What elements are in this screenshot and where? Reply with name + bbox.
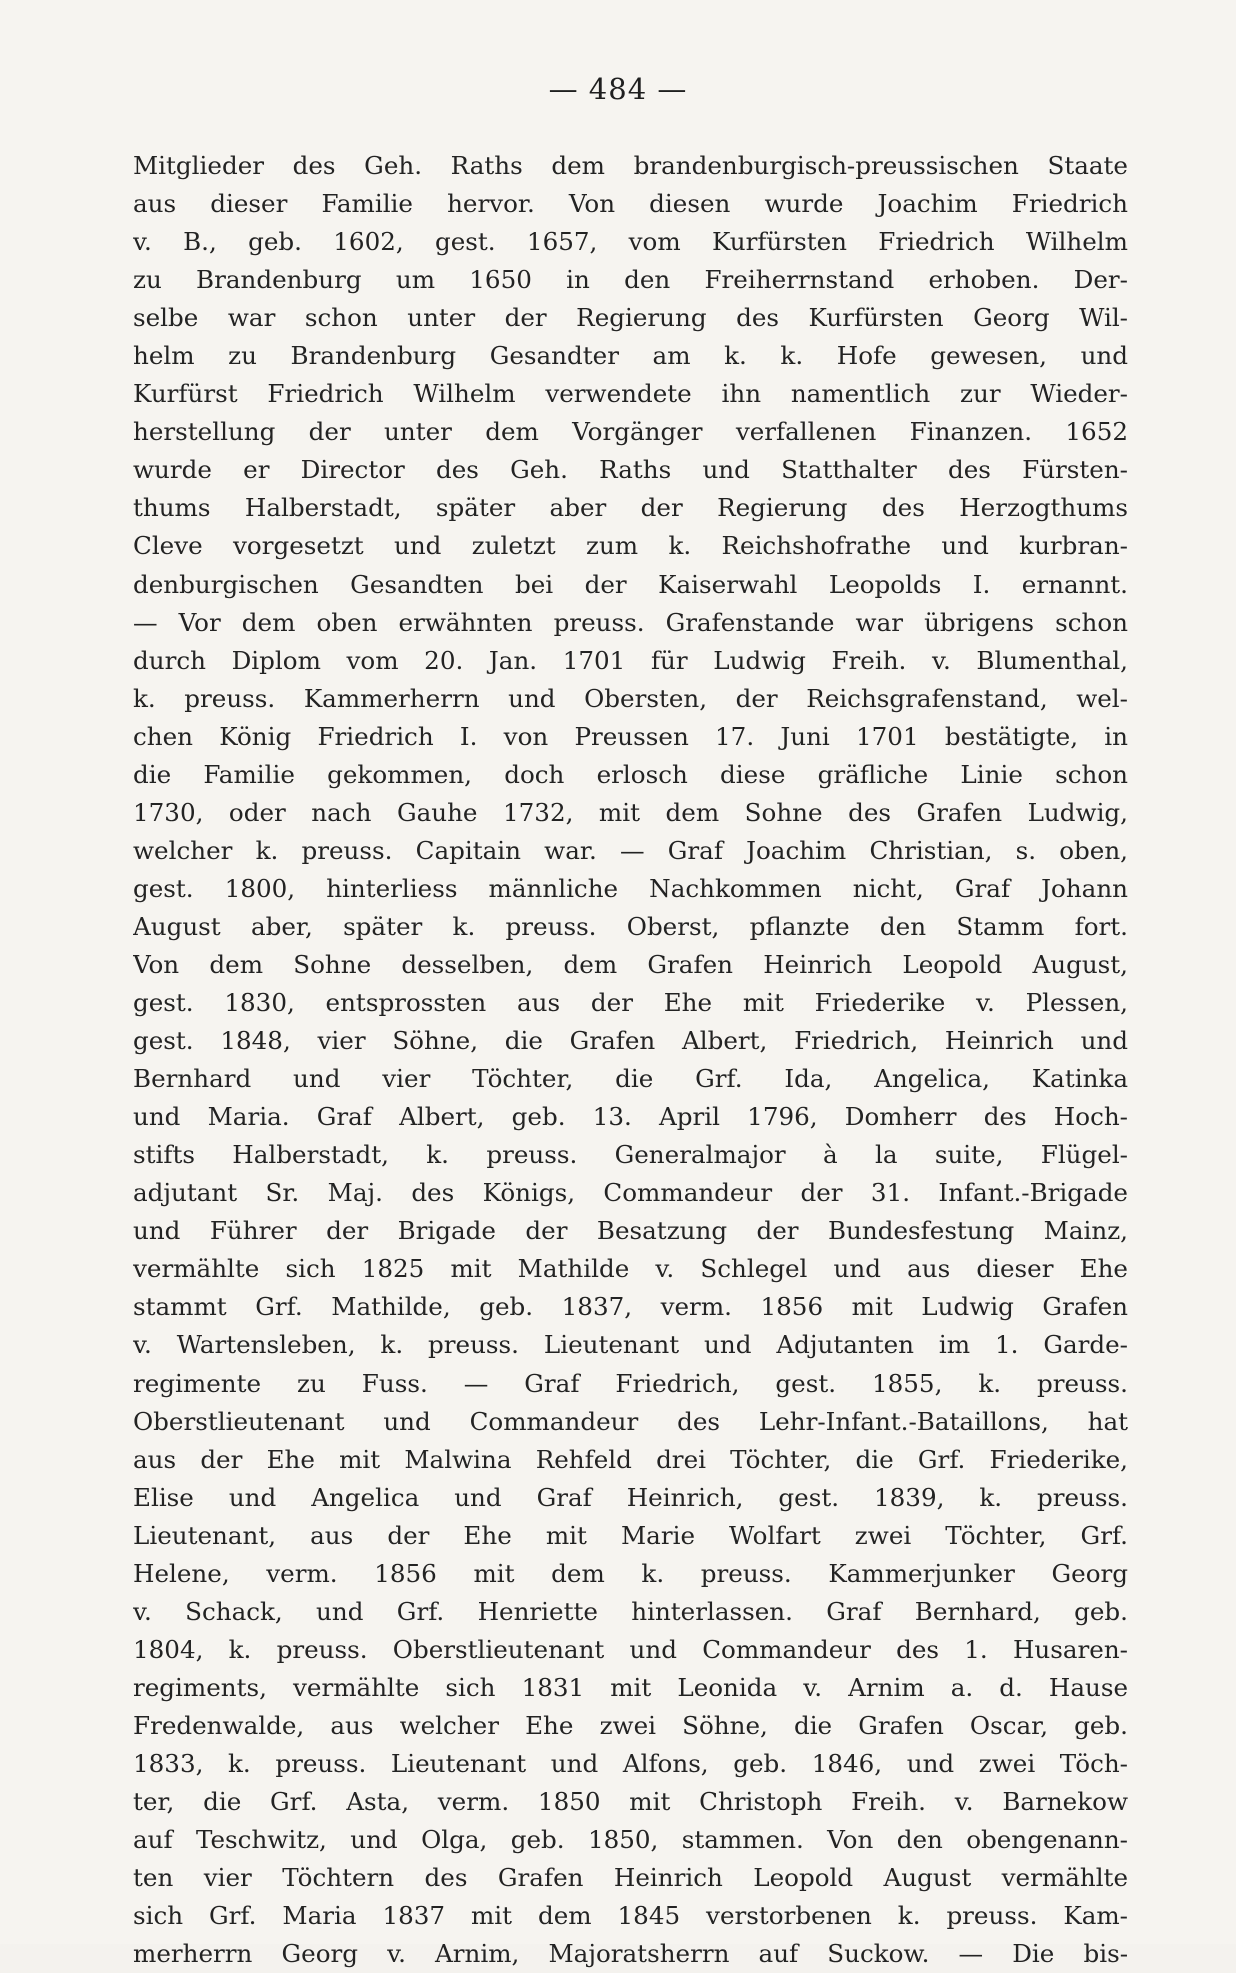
text-line: Oberstlieutenant und Commandeur des Lehr-Infant.-Bataillons, hat xyxy=(133,1406,1128,1436)
text-line: gest. 1830, entsprossten aus der Ehe mit Friederike v. Plessen, xyxy=(133,988,1128,1018)
text-line: regimente zu Fuss. — Graf Friedrich, gest. 1855, k. preuss. xyxy=(133,1368,1128,1398)
text-line: Kurfürst Friedrich Wilhelm verwendete ihn namentlich zur Wieder- xyxy=(133,379,1128,409)
text-line: 1730, oder nach Gauhe 1732, mit dem Sohne des Grafen Ludwig, xyxy=(133,797,1128,827)
text-line: Bernhard und vier Töchter, die Grf. Ida, Angelica, Katinka xyxy=(133,1064,1128,1094)
text-line: chen König Friedrich I. von Preussen 17. Juni 1701 bestätigte, in xyxy=(133,721,1128,751)
text-line: und Führer der Brigade der Besatzung der Bundesfestung Mainz, xyxy=(133,1216,1128,1246)
text-line: zu Brandenburg um 1650 in den Freiherrnstand erhoben. Der- xyxy=(133,265,1128,295)
text-line: gest. 1848, vier Söhne, die Grafen Albert, Friedrich, Heinrich und xyxy=(133,1026,1128,1056)
text-line: thums Halberstadt, später aber der Regierung des Herzogthums xyxy=(133,493,1128,523)
text-line: August aber, später k. preuss. Oberst, pflanzte den Stamm fort. xyxy=(133,911,1128,941)
text-line: k. preuss. Kammerherrn und Obersten, der Reichsgrafenstand, wel- xyxy=(133,683,1128,713)
text-line: stammt Grf. Mathilde, geb. 1837, verm. 1856 mit Ludwig Grafen xyxy=(133,1292,1128,1322)
text-line: 1804, k. preuss. Oberstlieutenant und Commandeur des 1. Husaren- xyxy=(133,1634,1128,1664)
text-line: die Familie gekommen, doch erlosch diese gräfliche Linie schon xyxy=(133,759,1128,789)
text-line: Cleve vorgesetzt und zuletzt zum k. Reichshofrathe und kurbran- xyxy=(133,531,1128,561)
text-line: denburgischen Gesandten bei der Kaiserwahl Leopolds I. ernannt. xyxy=(133,569,1128,599)
text-line: sich Grf. Maria 1837 mit dem 1845 verstorbenen k. preuss. Kam- xyxy=(133,1901,1128,1931)
text-line: herstellung der unter dem Vorgänger verfallenen Finanzen. 1652 xyxy=(133,417,1128,447)
text-line: Helene, verm. 1856 mit dem k. preuss. Kammerjunker Georg xyxy=(133,1558,1128,1588)
text-line: Elise und Angelica und Graf Heinrich, gest. 1839, k. preuss. xyxy=(133,1482,1128,1512)
text-line: gest. 1800, hinterliess männliche Nachkommen nicht, Graf Johann xyxy=(133,873,1128,903)
text-line: adjutant Sr. Maj. des Königs, Commandeur der 31. Infant.-Brigade xyxy=(133,1178,1128,1208)
text-line: aus dieser Familie hervor. Von diesen wurde Joachim Friedrich xyxy=(133,189,1128,219)
text-line: regiments, vermählte sich 1831 mit Leonida v. Arnim a. d. Hause xyxy=(133,1672,1128,1702)
page-number: — 484 — xyxy=(548,72,688,106)
text-line: v. B., geb. 1602, gest. 1657, vom Kurfürsten Friedrich Wilhelm xyxy=(133,227,1128,257)
text-line: und Maria. Graf Albert, geb. 13. April 1796, Domherr des Hoch- xyxy=(133,1102,1128,1132)
text-line: Fredenwalde, aus welcher Ehe zwei Söhne, die Grafen Oscar, geb. xyxy=(133,1710,1128,1740)
text-line: merherrn Georg v. Arnim, Majoratsherrn auf Suckow. — Die bis- xyxy=(133,1939,1128,1969)
body-text xyxy=(133,147,1128,1973)
text-line: ten vier Töchtern des Grafen Heinrich Leopold August vermählte xyxy=(133,1863,1128,1893)
text-line: helm zu Brandenburg Gesandter am k. k. Hofe gewesen, und xyxy=(133,341,1128,371)
text-line: v. Wartensleben, k. preuss. Lieutenant und Adjutanten im 1. Garde- xyxy=(133,1330,1128,1360)
text-line: ter, die Grf. Asta, verm. 1850 mit Christoph Freih. v. Barnekow xyxy=(133,1787,1128,1817)
text-line: v. Schack, und Grf. Henriette hinterlassen. Graf Bernhard, geb. xyxy=(133,1596,1128,1626)
text-line: Von dem Sohne desselben, dem Grafen Heinrich Leopold August, xyxy=(133,949,1128,979)
text-line: Mitglieder des Geh. Raths dem brandenburgisch-preussischen Staate xyxy=(133,151,1128,180)
text-line: auf Teschwitz, und Olga, geb. 1850, stammen. Von den obengenann- xyxy=(133,1825,1128,1855)
text-line: Lieutenant, aus der Ehe mit Marie Wolfart zwei Töchter, Grf. xyxy=(133,1520,1128,1550)
text-line: 1833, k. preuss. Lieutenant und Alfons, geb. 1846, und zwei Töch- xyxy=(133,1748,1128,1778)
text-line: stifts Halberstadt, k. preuss. Generalmajor à la suite, Flügel- xyxy=(133,1140,1128,1170)
text-line: durch Diplom vom 20. Jan. 1701 für Ludwig Freih. v. Blumenthal, xyxy=(133,645,1128,675)
text-line: wurde er Director des Geh. Raths und Statthalter des Fürsten- xyxy=(133,455,1128,485)
text-line: selbe war schon unter der Regierung des Kurfürsten Georg Wil- xyxy=(133,303,1128,333)
text-line: aus der Ehe mit Malwina Rehfeld drei Töchter, die Grf. Friederike, xyxy=(133,1444,1128,1474)
text-line: vermählte sich 1825 mit Mathilde v. Schlegel und aus dieser Ehe xyxy=(133,1254,1128,1284)
text-line: welcher k. preuss. Capitain war. — Graf Joachim Christian, s. oben, xyxy=(133,835,1128,865)
text-line: — Vor dem oben erwähnten preuss. Grafenstande war übrigens schon xyxy=(133,607,1128,637)
